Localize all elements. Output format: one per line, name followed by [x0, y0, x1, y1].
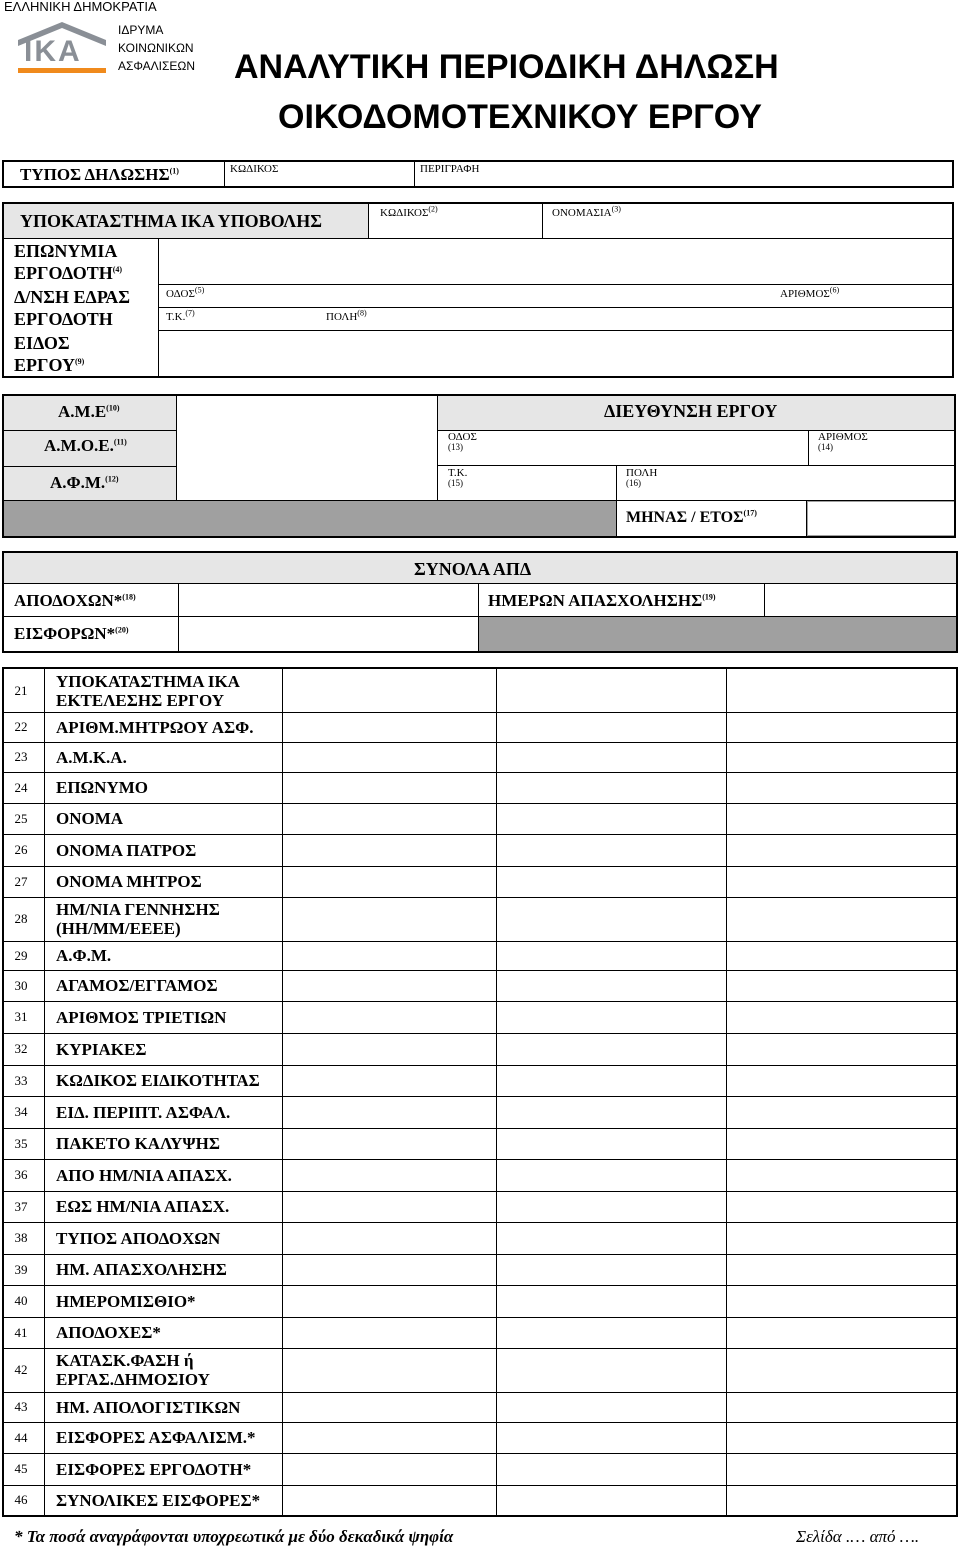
amoe-label: Α.Μ.Ο.Ε.$^{(11)}$ [44, 436, 127, 455]
employer-number-field[interactable] [850, 286, 950, 306]
row-number: 44 [14, 1429, 28, 1445]
employee-3-field[interactable] [728, 1002, 956, 1032]
employee-2-field[interactable] [498, 1349, 726, 1391]
project-city-sup: (16) [626, 478, 641, 488]
employee-2-field[interactable] [498, 773, 726, 802]
employee-3-field[interactable] [728, 773, 956, 802]
branch-submission-label: ΥΠΟΚΑΤΑΣΤΗΜΑ ΙΚΑ ΥΠΟΒΟΛΗΣ [20, 211, 322, 231]
employee-3-field[interactable] [728, 1255, 956, 1284]
employee-1-field[interactable] [284, 1066, 496, 1095]
row-number: 45 [14, 1461, 28, 1476]
employee-1-field[interactable] [284, 835, 496, 865]
employee-2-field[interactable] [498, 1002, 726, 1032]
employee-2-field[interactable] [498, 1160, 726, 1190]
row-number: 24 [14, 779, 28, 795]
project-city-label: ΠΟΛΗ [626, 467, 658, 479]
employee-1-field[interactable] [284, 1423, 496, 1452]
row-label: ΑΡΙΘΜ.ΜΗΤΡΩΟΥ ΑΣΦ. [56, 717, 254, 737]
page-counter: Σελίδα .… από …. [796, 1527, 920, 1546]
employee-2-field[interactable] [498, 835, 726, 865]
project-postal-label: Τ.Κ. [448, 467, 468, 479]
row-number: 36 [14, 1167, 28, 1182]
employee-2-field[interactable] [498, 1318, 726, 1347]
branch-code-label: ΚΩΔΙΚΟΣ$^{(2)}$ [380, 204, 438, 219]
row-number: 43 [14, 1399, 28, 1414]
project-number-label: ΑΡΙΘΜΟΣ [818, 431, 868, 443]
row-label: ΕΠΩΝΥΜΟ [56, 778, 148, 797]
employee-2-field[interactable] [498, 1393, 726, 1421]
employee-1-field[interactable] [284, 804, 496, 833]
employee-2-field[interactable] [498, 971, 726, 1000]
row-label: ΟΝΟΜΑ ΠΑΤΡΟΣ [56, 840, 197, 860]
employee-1-field[interactable] [284, 743, 496, 771]
contributions-total-field[interactable] [180, 618, 476, 650]
employee-1-field[interactable] [284, 1486, 496, 1514]
employee-3-field[interactable] [728, 1318, 956, 1347]
employee-1-field[interactable] [284, 1192, 496, 1221]
row-label: Α.Φ.Μ. [56, 946, 112, 965]
project-afm-label: Α.Φ.Μ.$^{(12)}$ [50, 473, 119, 492]
org-line-1: ΙΔΡΥΜΑ [118, 23, 164, 37]
project-street-label: ΟΔΟΣ [448, 431, 477, 443]
employee-2-field[interactable] [498, 1255, 726, 1284]
row-number: 41 [14, 1324, 28, 1340]
row-number: 40 [14, 1293, 28, 1308]
row-label: ΟΝΟΜΑ [56, 809, 124, 828]
row-number: 23 [14, 749, 28, 764]
project-street-sup: (13) [448, 442, 463, 452]
employee-3-field[interactable] [728, 1129, 956, 1158]
employee-1-field[interactable] [284, 1318, 496, 1347]
row-label: ΠΑΚΕΤΟ ΚΑΛΥΨΗΣ [56, 1134, 220, 1153]
row-label: ΗΜ. ΑΠΟΛΟΓΙΣΤΙΚΩΝ [56, 1397, 241, 1417]
row-number: 33 [14, 1072, 28, 1088]
employee-1-field[interactable] [284, 898, 496, 940]
row-label: ΕΩΣ ΗΜ/ΝΙΑ ΑΠΑΣΧ. [56, 1197, 230, 1216]
employee-2-field[interactable] [498, 1066, 726, 1095]
employee-1-field[interactable] [284, 971, 496, 1000]
employee-1-field[interactable] [284, 942, 496, 969]
employee-2-field[interactable] [498, 1223, 726, 1253]
employer-surname-label-2: ΕΡΓΟΔΟΤΗ$^{(4)}$ [14, 263, 123, 283]
org-line-2: ΚΟΙΝΩΝΙΚΩΝ [118, 41, 194, 55]
days-total-label: ΗΜΕΡΩΝ ΑΠΑΣΧΟΛΗΣΗΣ$^{(19)}$ [488, 591, 716, 610]
row-number: 25 [14, 810, 28, 826]
employer-surname-label: ΕΠΩΝΥΜΙΑ [14, 241, 118, 261]
employee-1-field[interactable] [284, 713, 496, 741]
project-postal-field[interactable] [480, 467, 614, 499]
row-number: 39 [14, 1261, 28, 1277]
work-type-label-2: ΕΡΓΟΥ$^{(9)}$ [14, 355, 85, 375]
employer-address-label-2: ΕΡΓΟΔΟΤΗ [14, 309, 113, 329]
employer-postal-field[interactable] [206, 309, 316, 329]
row-number: 42 [14, 1362, 28, 1377]
ika-logo [18, 20, 106, 78]
employee-3-field[interactable] [728, 1223, 956, 1253]
employee-3-field[interactable] [728, 1393, 956, 1421]
row-label: ΟΝΟΜΑ ΜΗΤΡΟΣ [56, 872, 202, 891]
row-label: (ΗΗ/ΜΜ/ΕΕΕΕ) [56, 919, 181, 938]
work-type-label: ΕΙΔΟΣ [14, 333, 70, 353]
row-number: 34 [14, 1104, 28, 1119]
row-label: ΚΩΔΙΚΟΣ ΕΙΔΙΚΟΤΗΤΑΣ [56, 1071, 260, 1090]
page-title-line-2: ΟΙΚΟΔΟΜΟΤΕΧΝΙΚΟΥ ΕΡΓΟΥ [278, 98, 762, 136]
contributions-total-label: ΕΙΣΦΟΡΩΝ*$^{(20)}$ [14, 624, 129, 643]
employee-2-field[interactable] [498, 1129, 726, 1158]
work-type-field[interactable] [160, 332, 950, 376]
branch-name-field[interactable] [544, 222, 950, 236]
employer-number-label: ΑΡΙΘΜΟΣ$^{(6)}$ [780, 285, 840, 300]
project-city-field[interactable] [670, 467, 952, 499]
row-label: ΤΥΠΟΣ ΑΠΟΔΟΧΩΝ [56, 1228, 221, 1248]
declaration-type-label: ΤΥΠΟΣ ΔΗΛΩΣΗΣ$^{(1)}$ [20, 165, 179, 184]
employee-1-field[interactable] [284, 1393, 496, 1421]
totals-title: ΣΥΝΟΛΑ ΑΠΔ [414, 559, 532, 579]
employer-city-field[interactable] [376, 309, 950, 329]
employee-2-field[interactable] [498, 670, 726, 711]
employee-3-field[interactable] [728, 1034, 956, 1064]
employee-1-field[interactable] [284, 773, 496, 802]
row-label: ΕΙΔ. ΠΕΡΙΠΤ. ΑΣΦΑΛ. [56, 1102, 231, 1122]
row-number: 46 [14, 1492, 28, 1507]
row-label: ΕΚΤΕΛΕΣΗΣ ΕΡΓΟΥ [56, 690, 225, 710]
employee-3-field[interactable] [728, 835, 956, 865]
employee-3-field[interactable] [728, 670, 956, 711]
employee-2-field[interactable] [498, 1486, 726, 1514]
employee-1-field[interactable] [284, 867, 496, 896]
row-number: 26 [14, 842, 28, 857]
employer-surname-field[interactable] [160, 240, 950, 283]
row-number: 22 [14, 719, 28, 734]
employee-1-field[interactable] [284, 1034, 496, 1064]
employee-3-field[interactable] [728, 1160, 956, 1190]
project-address-title: ΔΙΕΥΘΥΝΣΗ ΕΡΓΟΥ [604, 401, 778, 421]
employee-1-field[interactable] [284, 1286, 496, 1316]
declaration-code-field[interactable] [226, 178, 412, 187]
employee-3-field[interactable] [728, 867, 956, 896]
project-street-field[interactable] [490, 432, 806, 464]
org-line-3: ΑΣΦΑΛΙΣΕΩΝ [118, 59, 196, 73]
employee-1-field[interactable] [284, 1454, 496, 1484]
row-number: 29 [14, 947, 28, 963]
employee-3-field[interactable] [728, 1486, 956, 1514]
row-number: 37 [14, 1198, 28, 1214]
row-label: ΗΜ/ΝΙΑ ΓΕΝΝΗΣΗΣ [56, 900, 220, 919]
employee-2-field[interactable] [498, 867, 726, 896]
row-label: ΚΑΤΑΣΚ.ΦΑΣΗ ή [56, 1351, 194, 1370]
row-number: 32 [14, 1041, 28, 1056]
employee-3-field[interactable] [728, 743, 956, 771]
earnings-total-label: ΑΠΟΔΟΧΩΝ*$^{(18)}$ [14, 591, 136, 610]
row-label: ΕΙΣΦΟΡΕΣ ΕΡΓΟΔΟΤΗ* [56, 1459, 252, 1479]
row-label: ΑΡΙΘΜΟΣ ΤΡΙΕΤΙΩΝ [56, 1007, 227, 1027]
employee-3-field[interactable] [728, 1349, 956, 1391]
row-label: ΚΥΡΙΑΚΕΣ [56, 1039, 147, 1059]
employer-address-label: Δ/ΝΣΗ ΕΔΡΑΣ [14, 287, 130, 307]
employee-3-field[interactable] [728, 898, 956, 940]
footer-note: * Τα ποσά αναγράφονται υποχρεωτικά με δύο δεκαδικά ψηφία [14, 1527, 454, 1546]
row-label: ΕΡΓΑΣ.ΔΗΜΟΣΙΟΥ [56, 1370, 210, 1389]
row-label: ΗΜΕΡΟΜΙΣΘΙΟ* [56, 1291, 196, 1311]
project-number-sup: (14) [818, 442, 833, 452]
employee-1-field[interactable] [284, 670, 496, 711]
project-postal-sup: (15) [448, 478, 463, 488]
row-label: ΑΓΑΜΟΣ/ΕΓΓΑΜΟΣ [56, 976, 218, 995]
row-label: ΥΠΟΚΑΤΑΣΤΗΜΑ ΙΚΑ [56, 671, 240, 691]
employee-2-field[interactable] [498, 1286, 726, 1316]
row-number: 27 [14, 873, 28, 889]
employee-1-field[interactable] [284, 1097, 496, 1127]
row-label: ΕΙΣΦΟΡΕΣ ΑΣΦΑΛΙΣΜ.* [56, 1428, 256, 1447]
employee-2-field[interactable] [498, 1034, 726, 1064]
employee-1-field[interactable] [284, 1223, 496, 1253]
employee-3-field[interactable] [728, 971, 956, 1000]
declaration-description-label: ΠΕΡΙΓΡΑΦΗ [420, 163, 480, 175]
earnings-total-field[interactable] [180, 585, 476, 615]
employee-1-field[interactable] [284, 1002, 496, 1032]
row-number: 30 [14, 977, 28, 993]
declaration-description-field[interactable] [416, 178, 952, 187]
ame-label: $A.M.E^{(10)}$ [58, 402, 120, 421]
period-field[interactable] [808, 502, 954, 535]
declaration-code-label: ΚΩΔΙΚΟΣ [230, 163, 279, 175]
branch-name-label: ΟΝΟΜΑΣΙΑ$^{(3)}$ [552, 204, 621, 219]
employee-3-field[interactable] [728, 1423, 956, 1452]
employee-2-field[interactable] [498, 804, 726, 833]
employer-postal-label: Τ.Κ.$^{(7)}$ [166, 308, 195, 323]
project-ids-field[interactable] [178, 396, 436, 500]
employee-2-field[interactable] [498, 1192, 726, 1221]
employee-2-field[interactable] [498, 1423, 726, 1452]
employee-2-field[interactable] [498, 942, 726, 969]
branch-code-field[interactable] [370, 222, 540, 236]
row-number: 31 [14, 1009, 28, 1024]
employer-city-label: ΠΟΛΗ$^{(8)}$ [326, 308, 367, 323]
employee-3-field[interactable] [728, 1192, 956, 1221]
row-label: ΗΜ. ΑΠΑΣΧΟΛΗΣΗΣ [56, 1260, 227, 1279]
days-total-field[interactable] [766, 585, 954, 615]
employer-street-label: ΟΔΟΣ$^{(5)}$ [166, 285, 205, 300]
row-number: 35 [14, 1135, 28, 1151]
employee-3-field[interactable] [728, 1066, 956, 1095]
employee-3-field[interactable] [728, 1286, 956, 1316]
employee-3-field[interactable] [728, 1097, 956, 1127]
employee-3-field[interactable] [728, 713, 956, 741]
employee-2-field[interactable] [498, 743, 726, 771]
period-label: ΜΗΝΑΣ / ΕΤΟΣ$^{(17)}$ [626, 508, 757, 526]
employer-street-field[interactable] [210, 286, 770, 306]
employee-3-field[interactable] [728, 1454, 956, 1484]
employee-2-field[interactable] [498, 1454, 726, 1484]
employee-3-field[interactable] [728, 804, 956, 833]
employee-1-field[interactable] [284, 1129, 496, 1158]
employee-1-field[interactable] [284, 1160, 496, 1190]
row-number: 21 [14, 682, 28, 698]
employee-2-field[interactable] [498, 1097, 726, 1127]
row-label: ΑΠΟΔΟΧΕΣ* [56, 1323, 161, 1342]
row-label: Α.Μ.Κ.Α. [56, 747, 127, 767]
employee-1-field[interactable] [284, 1255, 496, 1284]
page-title-line-1: ΑΝΑΛΥΤΙΚΗ ΠΕΡΙΟΔΙΚΗ ΔΗΛΩΣΗ [234, 48, 779, 86]
employee-3-field[interactable] [728, 942, 956, 969]
row-number: 28 [14, 911, 28, 926]
row-label: ΑΠΟ ΗΜ/ΝΙΑ ΑΠΑΣΧ. [56, 1165, 232, 1185]
employee-2-field[interactable] [498, 898, 726, 940]
row-label: ΣΥΝΟΛΙΚΕΣ ΕΙΣΦΟΡΕΣ* [56, 1490, 261, 1510]
row-number: 38 [14, 1230, 28, 1245]
employee-1-field[interactable] [284, 1349, 496, 1391]
logo-text: IKA [24, 35, 82, 68]
republic-label: ΕΛΛΗΝΙΚΗ ΔΗΜΟΚΡΑΤΙΑ [4, 0, 157, 14]
employee-2-field[interactable] [498, 713, 726, 741]
